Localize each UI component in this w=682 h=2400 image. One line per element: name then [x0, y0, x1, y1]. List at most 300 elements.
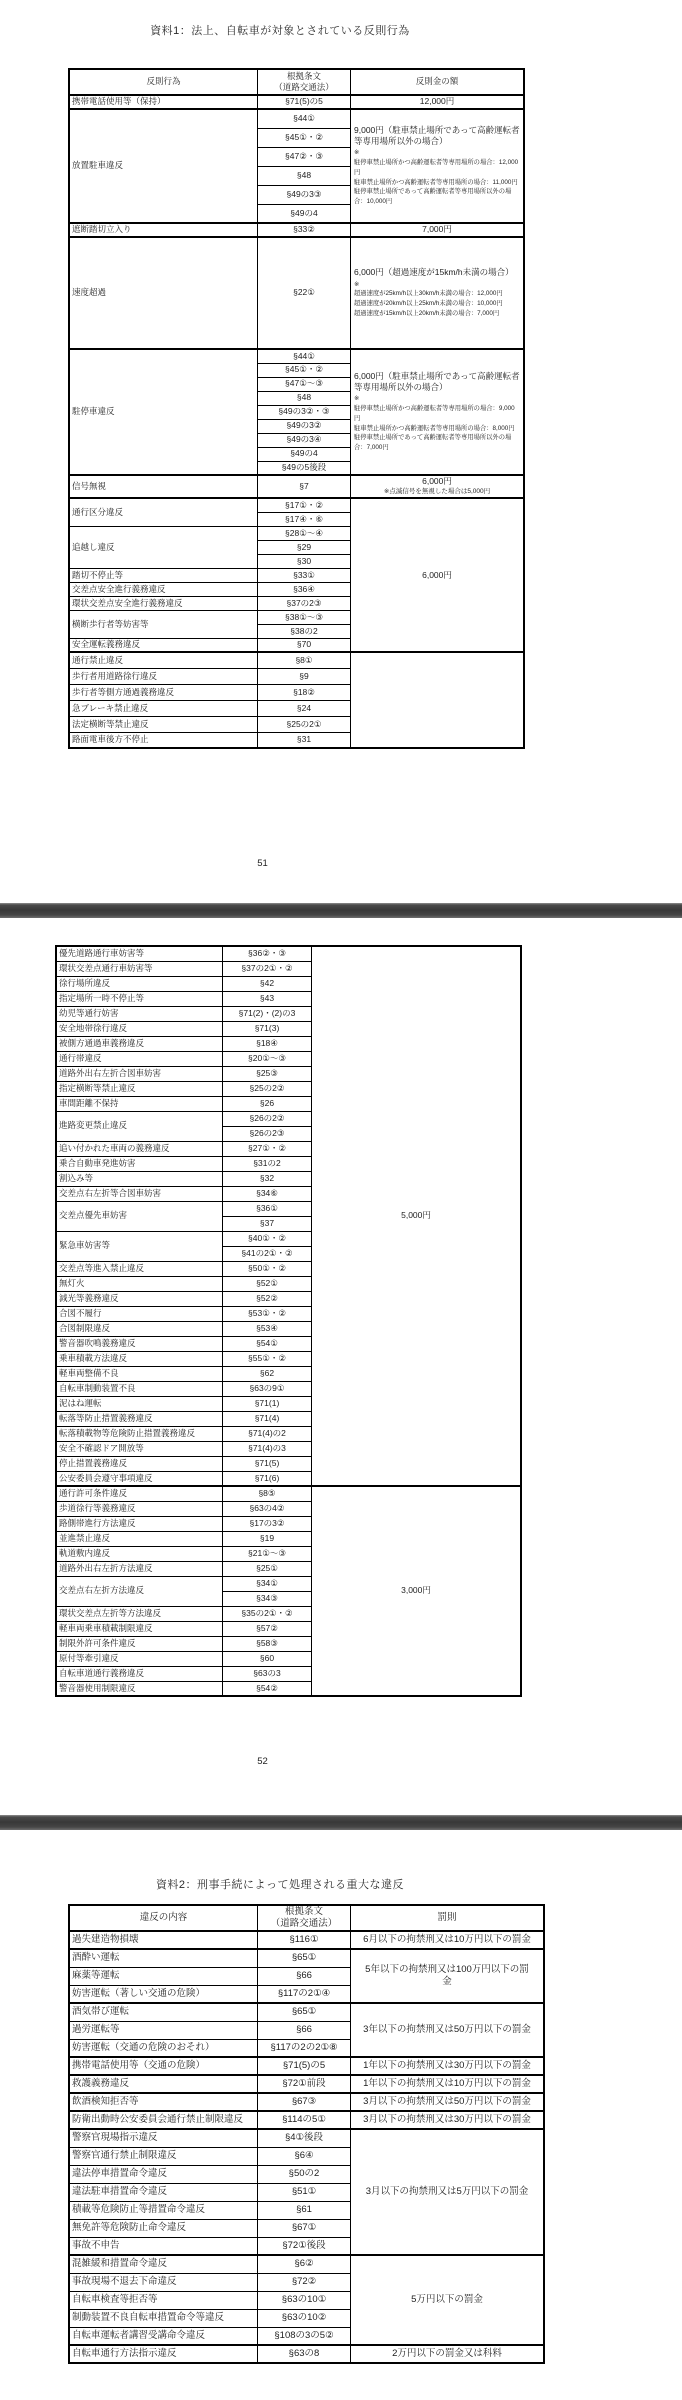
statute-ref: §8⑤ — [223, 1486, 312, 1501]
table-row — [69, 237, 524, 349]
table-row — [69, 2345, 544, 2363]
statute-ref: §51① — [258, 2183, 351, 2201]
violation-name: 踏切不停止等 — [69, 568, 258, 582]
violation-name: 横断歩行者等妨害等 — [69, 610, 258, 638]
fine-notes — [353, 148, 521, 208]
fine-amount: 1年以下の拘禁刑又は10万円以下の罰金 — [363, 2078, 531, 2090]
violation-name: 警音器使用制限違反 — [56, 1681, 223, 1696]
statute-ref: §17①・② — [258, 498, 351, 512]
fine-amount: 7,000円 — [422, 224, 452, 235]
statute-ref: §26の2③ — [223, 1126, 312, 1141]
statute-ref: §37 — [223, 1216, 312, 1231]
statute-ref: §71(5)の5 — [258, 2057, 351, 2075]
table-row — [56, 946, 521, 961]
statute-ref: §29 — [258, 540, 351, 554]
statute-ref: §67③ — [258, 2093, 351, 2111]
page-separator — [0, 1815, 682, 1830]
header-statute-line2: （道路交通法） — [270, 1918, 338, 1929]
fine-amount: 9,000円（駐車禁止場所であって高齢運転者等専用場所以外の場合） — [354, 125, 520, 147]
violation-name: 事故不申告 — [69, 2237, 258, 2255]
fine-notes — [353, 394, 521, 454]
violation-name: 歩行者用道路徐行違反 — [69, 668, 258, 684]
table-row — [69, 498, 524, 512]
violation-name: 追い付かれた車両の義務違反 — [56, 1141, 223, 1156]
document-title-shiryo2: 資料2：刑事手続によって処理される重大な違反 — [155, 1879, 405, 1891]
statute-ref: §9 — [258, 668, 351, 684]
fine-note-line: 超過速度が25km/h以上30km/h未満の場合：12,000円 — [354, 290, 503, 298]
fine-note-line: ※点滅信号を無視した場合は5,000円 — [383, 488, 491, 496]
statute-ref: §50の2 — [258, 2165, 351, 2183]
statute-ref: §33② — [258, 223, 351, 237]
fine-note-line: ※ — [354, 280, 360, 288]
violation-name: 安全地帯徐行違反 — [56, 1021, 223, 1036]
statute-ref: §19 — [223, 1531, 312, 1546]
statute-ref: §72①後段 — [258, 2237, 351, 2255]
table-row — [69, 95, 524, 109]
violation-name: 交差点優先車妨害 — [56, 1201, 223, 1231]
violation-name: 自転車運転者講習受講命令違反 — [69, 2327, 258, 2345]
statute-ref: §24 — [258, 700, 351, 716]
fine-cell — [351, 2057, 545, 2075]
fine-cell — [351, 223, 525, 237]
header-fine: 罰則 — [351, 1905, 545, 1931]
violation-name: 妨害運転（著しい交通の危険） — [69, 1985, 258, 2003]
statute-ref: §63の4② — [223, 1501, 312, 1516]
fine-amount: 5年以下の拘禁刑又は100万円以下の罰金 — [365, 1964, 529, 1987]
statute-ref: §43 — [223, 991, 312, 1006]
table2-table — [55, 945, 522, 1697]
fine-notes — [353, 487, 521, 497]
statute-ref: §50①・② — [223, 1261, 312, 1276]
statute-ref: §61 — [258, 2201, 351, 2219]
violation-name: 歩道徐行等義務違反 — [56, 1501, 223, 1516]
statute-ref: §47①～③ — [258, 377, 351, 391]
fine-cell — [351, 2075, 545, 2093]
violation-name: 救護義務違反 — [69, 2075, 258, 2093]
violation-name: 軽車両乗車積載制限違反 — [56, 1621, 223, 1636]
statute-ref: §6④ — [258, 2147, 351, 2165]
statute-ref: §49の3③ — [258, 185, 351, 204]
violation-name: 過失建造物損壊 — [69, 1931, 258, 1949]
statute-ref: §26 — [223, 1096, 312, 1111]
table-row — [69, 2255, 544, 2273]
statute-ref: §44① — [258, 109, 351, 128]
violation-name: 交差点右左折等合図車妨害 — [56, 1186, 223, 1201]
statute-ref: §31 — [258, 732, 351, 748]
statute-ref: §65① — [258, 1949, 351, 1967]
violation-name: 合図制限違反 — [56, 1321, 223, 1336]
fine-cell — [351, 475, 525, 498]
violation-name: 幼児等通行妨害 — [56, 1006, 223, 1021]
statute-ref: §34① — [223, 1576, 312, 1591]
statute-ref: §7 — [258, 475, 351, 498]
violation-name: 原付等牽引違反 — [56, 1651, 223, 1666]
statute-ref: §108の3の5② — [258, 2327, 351, 2345]
violation-name: 事故現場不退去下命違反 — [69, 2273, 258, 2291]
statute-ref: §25の2② — [223, 1081, 312, 1096]
violation-name: 積載等危険防止等措置命令違反 — [69, 2201, 258, 2219]
violation-name: 停止措置義務違反 — [56, 1456, 223, 1471]
header-statute — [258, 1905, 351, 1931]
violation-name: 自転車制動装置不良 — [56, 1381, 223, 1396]
statute-ref: §17④・⑥ — [258, 512, 351, 526]
statute-ref: §49の3④ — [258, 433, 351, 447]
violation-name: 速度超過 — [69, 237, 258, 349]
violation-name: 通行帯違反 — [56, 1051, 223, 1066]
fine-note-line: 駐車禁止場所かつ高齢運転者等専用場所の場合：8,000円 — [354, 424, 515, 432]
table3-table — [68, 1904, 545, 2364]
statute-ref: §4①後段 — [258, 2129, 351, 2147]
statute-ref: §63の10① — [258, 2291, 351, 2309]
violation-name: 軌道敷内違反 — [56, 1546, 223, 1561]
statute-ref: §44① — [258, 349, 351, 363]
statute-ref: §71(4)の2 — [223, 1426, 312, 1441]
violation-fine-table-container — [68, 68, 520, 749]
fine-cell — [351, 2093, 545, 2111]
violation-name: 妨害運転（交通の危険のおそれ） — [69, 2039, 258, 2057]
violation-name: 駐停車違反 — [69, 349, 258, 475]
fine-amount: 3月以下の拘禁刑又は50万円以下の罰金 — [363, 2096, 531, 2108]
header-violation: 違反の内容 — [69, 1905, 258, 1931]
violation-name: 携帯電話使用等（保持） — [69, 95, 258, 109]
statute-ref: §63の3 — [223, 1666, 312, 1681]
fine-amount: 3月以下の拘禁刑又は30万円以下の罰金 — [363, 2114, 531, 2126]
table-row — [69, 2111, 544, 2129]
statute-ref: §54② — [223, 1681, 312, 1696]
statute-ref: §18② — [258, 684, 351, 700]
fine-cell — [351, 1949, 545, 2003]
statute-ref: §18④ — [223, 1036, 312, 1051]
statute-ref: §49の5後段 — [258, 461, 351, 475]
statute-ref: §27①・② — [223, 1141, 312, 1156]
fine-amount: 1年以下の拘禁刑又は30万円以下の罰金 — [363, 2060, 531, 2072]
statute-ref: §66 — [258, 2021, 351, 2039]
violation-name: 徐行場所違反 — [56, 976, 223, 991]
violation-name: 優先道路通行車妨害等 — [56, 946, 223, 961]
statute-ref: §40①・② — [223, 1231, 312, 1246]
violation-name: 安全運転義務違反 — [69, 638, 258, 652]
statute-ref: §42 — [223, 976, 312, 991]
fine-amount: 2万円以下の罰金又は科料 — [392, 2348, 502, 2360]
fine-amount: 5,000円 — [401, 1210, 431, 1221]
table-row — [69, 2075, 544, 2093]
table-row — [69, 1949, 544, 1967]
statute-ref: §37の2①・② — [223, 961, 312, 976]
statute-ref: §25③ — [223, 1066, 312, 1081]
statute-ref: §49の3② — [258, 419, 351, 433]
statute-ref: §71(3) — [223, 1021, 312, 1036]
fine-cell — [351, 2129, 545, 2255]
statute-ref: §71(5)の5 — [258, 95, 351, 109]
fine-cell — [351, 1931, 545, 1949]
violation-name: 自転車検査等拒否等 — [69, 2291, 258, 2309]
fine-amount: 5万円以下の罰金 — [411, 2294, 483, 2306]
violation-name: 自転車通行方法指示違反 — [69, 2345, 258, 2363]
statute-ref: §54① — [223, 1336, 312, 1351]
violation-name: 法定横断等禁止違反 — [69, 716, 258, 732]
fine-note-line: 駐停車禁止場所であって高齢運転者等専用場所以外の場合：7,000円 — [354, 434, 512, 452]
statute-ref: §36① — [223, 1201, 312, 1216]
fine-amount: 3月以下の拘禁刑又は5万円以下の罰金 — [365, 2186, 529, 2198]
violation-name: 飲酒検知拒否等 — [69, 2093, 258, 2111]
page-number-52: 52 — [257, 1756, 268, 1767]
statute-ref: §52② — [223, 1291, 312, 1306]
table-row — [69, 2057, 544, 2075]
fine-cell — [351, 652, 525, 748]
page-51 — [0, 0, 682, 903]
violation-name: 警音器吹鳴義務違反 — [56, 1336, 223, 1351]
header-statute — [258, 69, 351, 95]
fine-amount: 6,000円（超過速度が15km/h未満の場合） — [354, 267, 514, 278]
violation-name: 制動装置不良自転車措置命令等違反 — [69, 2309, 258, 2327]
statute-ref: §58③ — [223, 1636, 312, 1651]
violation-name: 酒気帯び運転 — [69, 2003, 258, 2021]
violation-name: 通行許可条件違反 — [56, 1486, 223, 1501]
statute-ref: §47②・③ — [258, 147, 351, 166]
statute-ref: §17の3② — [223, 1516, 312, 1531]
fine-amount: 6,000円 — [422, 569, 452, 580]
violation-name: 乗車積載方法違反 — [56, 1351, 223, 1366]
page-52 — [0, 918, 682, 1815]
statute-ref: §63の8 — [258, 2345, 351, 2363]
header-fine: 反則金の額 — [351, 69, 525, 95]
statute-ref: §53④ — [223, 1321, 312, 1336]
violation-name: 急ブレーキ禁止違反 — [69, 700, 258, 716]
statute-ref: §117の2の2①⑧ — [258, 2039, 351, 2057]
table-row — [69, 1931, 544, 1949]
fine-cell — [351, 2345, 545, 2363]
fine-cell — [351, 498, 525, 652]
fine-note-line: ※ — [354, 149, 360, 157]
fine-notes — [353, 280, 521, 320]
fine-cell — [351, 2255, 545, 2345]
statute-ref: §30 — [258, 554, 351, 568]
header-violation: 反則行為 — [69, 69, 258, 95]
violation-name: 携帯電話使用等（交通の危険） — [69, 2057, 258, 2075]
violation-name: 追越し違反 — [69, 526, 258, 568]
page-53 — [0, 1830, 682, 2400]
statute-ref: §34⑥ — [223, 1186, 312, 1201]
table-row — [69, 2129, 544, 2147]
violation-name: 過労運転等 — [69, 2021, 258, 2039]
violation-name: 信号無視 — [69, 475, 258, 498]
fine-amount: 3,000円 — [401, 1585, 431, 1596]
violation-name: 路側帯進行方法違反 — [56, 1516, 223, 1531]
criminal-penalty-table-container — [68, 1904, 531, 2364]
fine-cell — [312, 946, 522, 1486]
statute-ref: §49の3②・③ — [258, 405, 351, 419]
table-header-row — [69, 69, 524, 95]
statute-ref: §49の4 — [258, 204, 351, 223]
violation-fine-table-continued-container — [55, 945, 510, 1697]
table-row — [69, 349, 524, 363]
violation-name: 防衛出動時公安委員会通行禁止制限違反 — [69, 2111, 258, 2129]
fine-note-line: 超過速度が20km/h以上25km/h未満の場合：10,000円 — [354, 300, 503, 308]
fine-cell — [351, 109, 525, 223]
statute-ref: §71(4) — [223, 1411, 312, 1426]
fine-note-line: 駐停車禁止場所かつ高齢運転者等専用場所の場合：9,000円 — [354, 405, 515, 422]
violation-name: 警察官通行禁止制限違反 — [69, 2147, 258, 2165]
statute-ref: §35の2①・② — [223, 1606, 312, 1621]
statute-ref: §63の10② — [258, 2309, 351, 2327]
fine-note-line: 駐停車禁止場所であって高齢運転者等専用場所以外の場合：10,000円 — [354, 188, 512, 206]
violation-name: 無免許等危険防止命令違反 — [69, 2219, 258, 2237]
fine-note-line: 駐停車禁止場所かつ高齢運転者等専用場所の場合：12,000円 — [354, 159, 519, 176]
violation-name: 通行区分違反 — [69, 498, 258, 526]
fine-amount: 6月以下の拘禁刑又は10万円以下の罰金 — [363, 1934, 531, 1946]
table-row — [56, 1486, 521, 1501]
statute-ref: §62 — [223, 1366, 312, 1381]
violation-name: 制限外許可条件違反 — [56, 1636, 223, 1651]
fine-cell — [351, 237, 525, 349]
violation-name: 被側方通過車義務違反 — [56, 1036, 223, 1051]
statute-ref: §25の2① — [258, 716, 351, 732]
statute-ref: §117の2①④ — [258, 1985, 351, 2003]
statute-ref: §38の2 — [258, 624, 351, 638]
violation-name: 環状交差点通行車妨害等 — [56, 961, 223, 976]
table-row — [69, 2093, 544, 2111]
statute-ref: §8① — [258, 652, 351, 668]
fine-note-line: 超過速度が15km/h以上20km/h未満の場合：7,000円 — [354, 309, 500, 317]
statute-ref: §32 — [223, 1171, 312, 1186]
statute-ref: §6② — [258, 2255, 351, 2273]
statute-ref: §114の5① — [258, 2111, 351, 2129]
violation-name: 公安委員会遵守事項違反 — [56, 1471, 223, 1486]
statute-ref: §41の2①・② — [223, 1246, 312, 1261]
statute-ref: §72② — [258, 2273, 351, 2291]
fine-note-line: 駐車禁止場所かつ高齢運転者等専用場所の場合：11,000円 — [354, 178, 518, 186]
statute-ref: §45①・② — [258, 363, 351, 377]
statute-ref: §116① — [258, 1931, 351, 1949]
document-title-shiryo1: 資料1：法上、自転車が対象とされている反則行為 — [150, 25, 410, 37]
violation-name: 指定場所一時不停止等 — [56, 991, 223, 1006]
statute-ref: §72①前段 — [258, 2075, 351, 2093]
statute-ref: §45①・② — [258, 128, 351, 147]
page-number-51: 51 — [257, 858, 268, 869]
statute-ref: §63の9① — [223, 1381, 312, 1396]
violation-name: 指定横断等禁止違反 — [56, 1081, 223, 1096]
violation-name: 合図不履行 — [56, 1306, 223, 1321]
violation-name: 割込み等 — [56, 1171, 223, 1186]
fine-cell — [351, 95, 525, 109]
violation-name: 軽車両整備不良 — [56, 1366, 223, 1381]
violation-name: 緊急車妨害等 — [56, 1231, 223, 1261]
statute-ref: §36④ — [258, 582, 351, 596]
statute-ref: §55①・② — [223, 1351, 312, 1366]
statute-ref: §37の2③ — [258, 596, 351, 610]
violation-name: 泥はね運転 — [56, 1396, 223, 1411]
violation-name: 転落積載物等危険防止措置義務違反 — [56, 1426, 223, 1441]
header-statute-line1: 根拠条文 — [286, 70, 321, 81]
violation-name: 交差点安全進行義務違反 — [69, 582, 258, 596]
page-separator — [0, 903, 682, 918]
statute-ref: §33① — [258, 568, 351, 582]
violation-name: 道路外出右左折合図車妨害 — [56, 1066, 223, 1081]
statute-ref: §49の4 — [258, 447, 351, 461]
violation-name: 無灯火 — [56, 1276, 223, 1291]
violation-name: 環状交差点左折等方法違反 — [56, 1606, 223, 1621]
violation-name: 並進禁止違反 — [56, 1531, 223, 1546]
statute-ref: §60 — [223, 1651, 312, 1666]
violation-name: 環状交差点安全進行義務違反 — [69, 596, 258, 610]
fine-cell — [351, 349, 525, 475]
statute-ref: §67① — [258, 2219, 351, 2237]
violation-name: 違法停車措置命令違反 — [69, 2165, 258, 2183]
table-header-row — [69, 1905, 544, 1931]
violation-name: 乗合自動車発進妨害 — [56, 1156, 223, 1171]
violation-name: 歩行者等側方通過義務違反 — [69, 684, 258, 700]
statute-ref: §71(6) — [223, 1471, 312, 1486]
statute-ref: §31の2 — [223, 1156, 312, 1171]
statute-ref: §66 — [258, 1967, 351, 1985]
fine-cell — [351, 2111, 545, 2129]
violation-name: 混雑緩和措置命令違反 — [69, 2255, 258, 2273]
table-row — [69, 475, 524, 498]
statute-ref: §21①～③ — [223, 1546, 312, 1561]
statute-ref: §71(2)・(2)の3 — [223, 1006, 312, 1021]
violation-name: 路面電車後方不停止 — [69, 732, 258, 748]
statute-ref: §28①～④ — [258, 526, 351, 540]
violation-name: 進路変更禁止違反 — [56, 1111, 223, 1141]
statute-ref: §52① — [223, 1276, 312, 1291]
statute-ref: §57② — [223, 1621, 312, 1636]
violation-name: 減光等義務違反 — [56, 1291, 223, 1306]
violation-name: 放置駐車違反 — [69, 109, 258, 223]
table1-table — [68, 68, 525, 749]
fine-cell — [312, 1486, 522, 1696]
statute-ref: §34③ — [223, 1591, 312, 1606]
violation-name: 警察官現場指示違反 — [69, 2129, 258, 2147]
table-row — [69, 652, 524, 668]
statute-ref: §26の2② — [223, 1111, 312, 1126]
header-statute-line1: 根拠条文 — [284, 1906, 323, 1918]
statute-ref: §65① — [258, 2003, 351, 2021]
violation-name: 車間距離不保持 — [56, 1096, 223, 1111]
violation-name: 酒酔い運転 — [69, 1949, 258, 1967]
fine-amount: 6,000円 — [422, 476, 452, 486]
violation-name: 遮断踏切立入り — [69, 223, 258, 237]
violation-name: 自転車道通行義務違反 — [56, 1666, 223, 1681]
violation-name: 交差点等進入禁止違反 — [56, 1261, 223, 1276]
statute-ref: §25① — [223, 1561, 312, 1576]
violation-name: 違法駐車措置命令違反 — [69, 2183, 258, 2201]
statute-ref: §71(5) — [223, 1456, 312, 1471]
fine-cell — [351, 2003, 545, 2057]
violation-name: 道路外出右左折方法違反 — [56, 1561, 223, 1576]
violation-name: 麻薬等運転 — [69, 1967, 258, 1985]
fine-note-line: ※ — [354, 395, 360, 403]
table-row — [69, 223, 524, 237]
table-row — [69, 109, 524, 128]
violation-name: 安全不確認ドア開放等 — [56, 1441, 223, 1456]
header-statute-line2: （道路交通法） — [274, 82, 334, 92]
statute-ref: §36②・③ — [223, 946, 312, 961]
statute-ref: §48 — [258, 166, 351, 185]
statute-ref: §71(1) — [223, 1396, 312, 1411]
violation-name: 転落等防止措置義務違反 — [56, 1411, 223, 1426]
statute-ref: §70 — [258, 638, 351, 652]
statute-ref: §53①・② — [223, 1306, 312, 1321]
statute-ref: §22① — [258, 237, 351, 349]
statute-ref: §71(4)の3 — [223, 1441, 312, 1456]
fine-amount: 12,000円 — [419, 96, 455, 107]
statute-ref: §48 — [258, 391, 351, 405]
table-row — [69, 2003, 544, 2021]
statute-ref: §20①～③ — [223, 1051, 312, 1066]
fine-amount: 3年以下の拘禁刑又は50万円以下の罰金 — [363, 2024, 531, 2036]
violation-name: 通行禁止違反 — [69, 652, 258, 668]
violation-name: 交差点右左折方法違反 — [56, 1576, 223, 1606]
